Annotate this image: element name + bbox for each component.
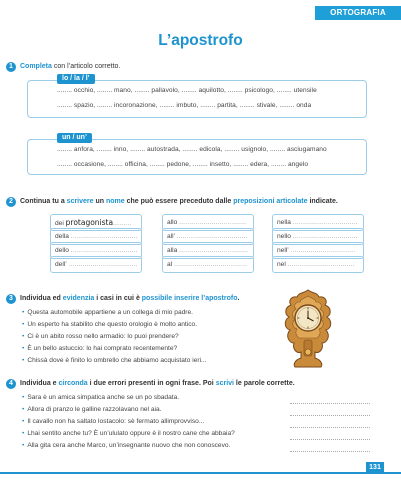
sentence-item[interactable]: • Allora di pranzo le galline razzolavano nel aia. bbox=[22, 406, 162, 413]
word-row[interactable]: ........ spazio, ........ incoronazione, ........ imbuto, ........ partita, ........ stivale, ........ onda bbox=[57, 102, 312, 109]
preposition-cell[interactable]: nell’ ................................ bbox=[272, 242, 364, 259]
group-tag-lo-la: lo / la / l’ bbox=[57, 74, 95, 84]
sentence-item[interactable]: • Un esperto ha stabilito che questo orologio è molto antico. bbox=[22, 321, 198, 328]
sentence-item[interactable]: • È un bello astuccio: lo hai comprato recentemente? bbox=[22, 345, 178, 352]
page-title: L’apostrofo bbox=[158, 32, 243, 49]
sentence-item[interactable]: • Alla gita cera anche Marco, un’insegnante nuovo che non conoscevo. bbox=[22, 442, 231, 449]
word-row[interactable]: ........ anfora, ........ inno, ........ autostrada, ........ edicola, ........ usignolo, ........ asciugamano bbox=[57, 146, 327, 153]
section-tag: ORTOGRAFIA bbox=[315, 6, 401, 20]
preposition-cell[interactable]: dei protagonista......... bbox=[50, 214, 142, 231]
exercise-number-4: 4 bbox=[6, 379, 16, 389]
preposition-cell[interactable]: dello ................................. bbox=[50, 242, 142, 259]
preposition-cell[interactable]: alla .................................. bbox=[162, 242, 254, 259]
exercise-4-instruction: Individua e circonda i due errori presenti in ogni frase. Poi scrivi le parole corrette. bbox=[20, 380, 295, 387]
preposition-cell[interactable]: dell’ .................................. bbox=[50, 256, 142, 273]
preposition-cell[interactable]: nello ................................ bbox=[272, 228, 364, 245]
answer-line[interactable] bbox=[290, 446, 370, 452]
preposition-cell[interactable]: all’ ................................... bbox=[162, 228, 254, 245]
sentence-item[interactable]: • Il cavallo non ha saltato lostacolo: sè fermato allimprovviso... bbox=[22, 418, 205, 425]
page-number: 131 bbox=[366, 462, 384, 474]
exercise-number-3: 3 bbox=[6, 294, 16, 304]
sentence-item[interactable]: • Chissà dove è finito lo ombrello che abbiamo acquistato ieri... bbox=[22, 357, 207, 364]
preposition-cell[interactable]: della ................................. bbox=[50, 228, 142, 245]
exercise-2-instruction: Continua tu a scrivere un nome che può essere preceduto dalle preposizioni articolate indicate. bbox=[20, 198, 338, 205]
antique-clock-icon bbox=[273, 288, 343, 370]
sentence-item[interactable]: • Ci è un abito rosso nello armadio: lo puoi prendere? bbox=[22, 333, 179, 340]
answer-line[interactable] bbox=[290, 434, 370, 440]
preposition-cell[interactable]: al .................................... bbox=[162, 256, 254, 273]
answer-line[interactable] bbox=[290, 398, 370, 404]
footer-rule bbox=[0, 472, 401, 474]
exercise-3-instruction: Individua ed evidenzia i casi in cui è possibile inserire l’apostrofo. bbox=[20, 295, 240, 302]
preposition-cell[interactable]: allo ................................. bbox=[162, 214, 254, 231]
sentence-item[interactable]: • Sara è un amica simpatica anche se un po sbadata. bbox=[22, 394, 180, 401]
answer-line[interactable] bbox=[290, 410, 370, 416]
exercise-1-instruction: Completa con l’articolo corretto. bbox=[20, 63, 121, 70]
word-row[interactable]: ........ occhio, ........ mano, ........ pallavolo, ........ aquilotto, ........ psicologo, ........ utensile bbox=[57, 87, 317, 94]
group-box-lo-la bbox=[27, 80, 367, 118]
group-tag-un: un / un’ bbox=[57, 133, 92, 143]
exercise-number-1: 1 bbox=[6, 62, 16, 72]
preposition-cell[interactable]: nel ................................. bbox=[272, 256, 364, 273]
preposition-cell[interactable]: nella ................................ bbox=[272, 214, 364, 231]
group-box-un bbox=[27, 139, 367, 175]
exercise-number-2: 2 bbox=[6, 197, 16, 207]
sentence-item[interactable]: • Lhai sentito anche tu? È un’ululato oppure è il nostro cane che abbaia? bbox=[22, 430, 235, 437]
word-row[interactable]: ........ occasione, ........ officina, ........ pedone, ........ insetto, ........ edera, ........ angelo bbox=[57, 161, 309, 168]
answer-line[interactable] bbox=[290, 422, 370, 428]
sentence-item[interactable]: • Questa automobile appartiene a un collega di mio padre. bbox=[22, 309, 193, 316]
